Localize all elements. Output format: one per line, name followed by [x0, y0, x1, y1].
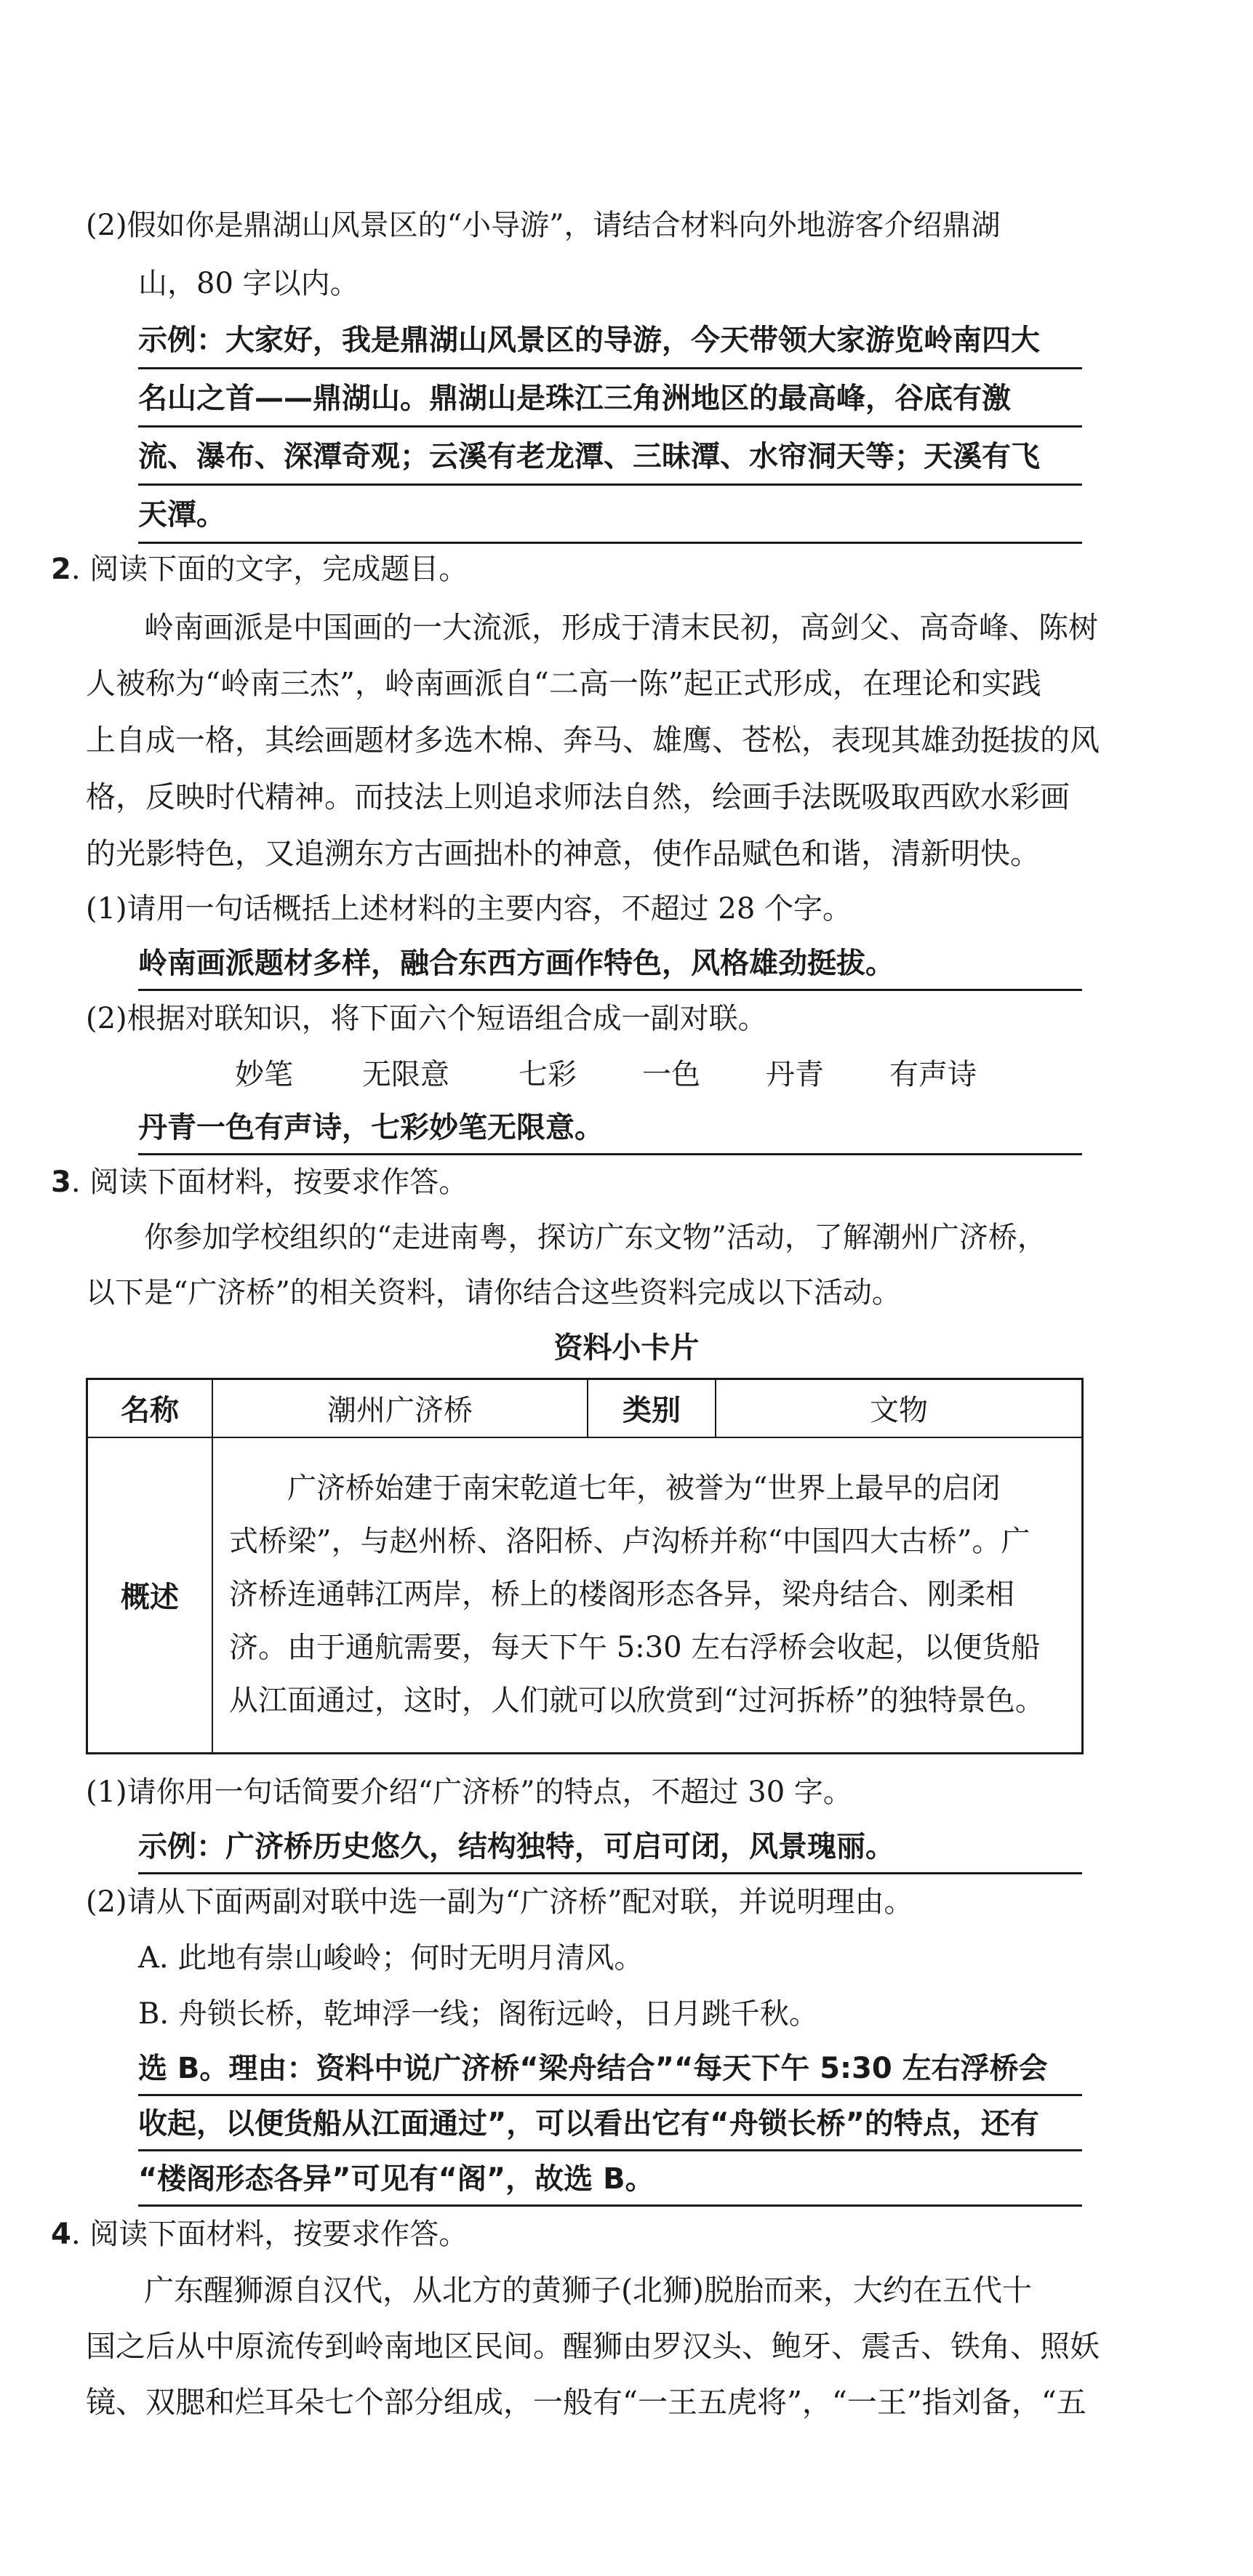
q3-number: 3 — [51, 1165, 71, 1199]
q3-option-a: A. 此地有崇山峻岭；何时无明月清风。 — [138, 1941, 644, 1975]
q1-answer-line4: 天潭。 — [138, 498, 225, 531]
q2-phrase: 妙笔 — [235, 1058, 293, 1091]
card-title: 资料小卡片 — [553, 1331, 700, 1365]
q2-phrase: 有声诗 — [889, 1058, 977, 1091]
card-name-value: 潮州广济桥 — [212, 1379, 588, 1437]
q2-phrase: 一色 — [642, 1058, 700, 1091]
card-header-overview: 概述 — [87, 1437, 213, 1754]
q3-answer2-line3: “楼阁形态各异”可见有“阁”，故选 B。 — [138, 2162, 654, 2196]
q2-phrase: 无限意 — [362, 1058, 449, 1091]
q2-passage-line1: 岭南画派是中国画的一大流派，形成于清末民初，高剑父、高奇峰、陈树 — [144, 610, 1098, 645]
answer-rule — [138, 1153, 1082, 1155]
card-overview-line: 济桥连通韩江两岸，桥上的楼阁形态各异，梁舟结合、刚柔相 — [229, 1578, 1014, 1612]
q4-passage-line1: 广东醒狮源自汉代，从北方的黄狮子(北狮)脱胎而来，大约在五代十 — [144, 2273, 1032, 2308]
answer-rule — [138, 2204, 1082, 2207]
q3-sub1: (1)请你用一句话简要介绍“广济桥”的特点，不超过 30 字。 — [86, 1775, 852, 1809]
q1-sub2-line2: 山，80 字以内。 — [138, 267, 359, 300]
q3-answer1: 示例：广济桥历史悠久，结构独特，可启可闭，风景瑰丽。 — [138, 1830, 894, 1863]
answer-rule — [138, 367, 1082, 369]
q2-answer1: 岭南画派题材多样，融合东西方画作特色，风格雄劲挺拔。 — [138, 947, 894, 980]
q3-option-b: B. 舟锁长桥，乾坤浮一线；阁衔远岭，日月跳千秋。 — [138, 1997, 818, 2031]
card-overview-line: 济。由于通航需要，每天下午 5:30 左右浮桥会收起，以便货船 — [229, 1631, 1041, 1665]
answer-rule — [138, 2149, 1082, 2151]
answer-rule — [138, 425, 1082, 428]
q2-prompt: . 阅读下面的文字，完成题目。 — [71, 553, 468, 586]
q2-heading — [51, 549, 468, 590]
q3-intro-line2: 以下是“广济桥”的相关资料，请你结合这些资料完成以下活动。 — [86, 1276, 901, 1309]
q2-phrase: 七彩 — [519, 1058, 577, 1091]
q3-answer2-line1: 选 B。理由：资料中说广济桥“梁舟结合”“每天下午 5:30 左右浮桥会 — [138, 2052, 1048, 2085]
q3-sub2: (2)请从下面两副对联中选一副为“广济桥”配对联，并说明理由。 — [86, 1885, 913, 1919]
card-overview — [212, 1437, 1083, 1754]
q4-passage-line3: 镜、双腮和烂耳朵七个部分组成，一般有“一王五虎将”，“一王”指刘备，“五 — [86, 2385, 1086, 2420]
q2-sub2: (2)根据对联知识，将下面六个短语组合成一副对联。 — [86, 1002, 767, 1035]
q3-heading — [51, 1162, 468, 1203]
q2-answer2: 丹青一色有声诗，七彩妙笔无限意。 — [138, 1111, 604, 1144]
q3-intro-line1: 你参加学校组织的“走进南粤，探访广东文物”活动，了解潮州广济桥， — [144, 1221, 1046, 1254]
q2-passage-line5: 的光影特色，又追溯东方古画拙朴的神意，使作品赋色和谐，清新明快。 — [86, 836, 1040, 871]
q3-prompt: . 阅读下面材料，按要求作答。 — [71, 1165, 468, 1199]
card-overview-line: 广济桥始建于南宋乾道七年，被誉为“世界上最早的启闭 — [229, 1472, 1001, 1506]
q4-heading — [51, 2214, 468, 2255]
q3-answer2-line2: 收起，以便货船从江面通过”，可以看出它有“舟锁长桥”的特点，还有 — [138, 2107, 1039, 2140]
q2-passage-line4: 格，反映时代精神。而技法上则追求师法自然，绘画手法既吸取西欧水彩画 — [86, 779, 1070, 814]
info-card-table — [86, 1378, 1084, 1754]
answer-rule — [138, 2094, 1082, 2096]
q2-passage-line2: 人被称为“岭南三杰”，岭南画派自“二高一陈”起正式形成，在理论和实践 — [86, 666, 1041, 701]
card-overview-line: 式桥梁”，与赵州桥、洛阳桥、卢沟桥并称“中国四大古桥”。广 — [229, 1525, 1030, 1559]
answer-rule — [138, 1872, 1082, 1874]
q1-answer-line1: 示例：大家好，我是鼎湖山风景区的导游，今天带领大家游览岭南四大 — [138, 324, 1040, 357]
answer-rule — [138, 542, 1082, 544]
card-overview-line: 从江面通过，这时，人们就可以欣赏到“过河拆桥”的独特景色。 — [229, 1684, 1044, 1718]
q1-sub2-line1: (2)假如你是鼎湖山风景区的“小导游”，请结合材料向外地游客介绍鼎湖 — [86, 209, 1001, 242]
q1-answer-line3: 流、瀑布、深潭奇观；云溪有老龙潭、三昧潭、水帘洞天等；天溪有飞 — [138, 440, 1040, 473]
card-header-category: 类别 — [588, 1379, 716, 1437]
answer-rule — [138, 989, 1082, 991]
card-header-name: 名称 — [87, 1379, 213, 1437]
q2-number: 2 — [51, 553, 71, 586]
q4-passage-line2: 国之后从中原流传到岭南地区民间。醒狮由罗汉头、鲍牙、震舌、铁角、照妖 — [86, 2329, 1100, 2364]
q2-sub1: (1)请用一句话概括上述材料的主要内容，不超过 28 个字。 — [86, 892, 852, 926]
answer-rule — [138, 483, 1082, 486]
q2-phrase: 丹青 — [766, 1058, 824, 1091]
q2-passage-line3: 上自成一格，其绘画题材多选木棉、奔马、雄鹰、苍松，表现其雄劲挺拔的风 — [86, 723, 1100, 758]
card-category-value: 文物 — [716, 1379, 1083, 1437]
q4-number: 4 — [51, 2218, 71, 2251]
q4-prompt: . 阅读下面材料，按要求作答。 — [71, 2218, 468, 2251]
q1-answer-line2: 名山之首——鼎湖山。鼎湖山是珠江三角洲地区的最高峰，谷底有激 — [138, 382, 1011, 415]
